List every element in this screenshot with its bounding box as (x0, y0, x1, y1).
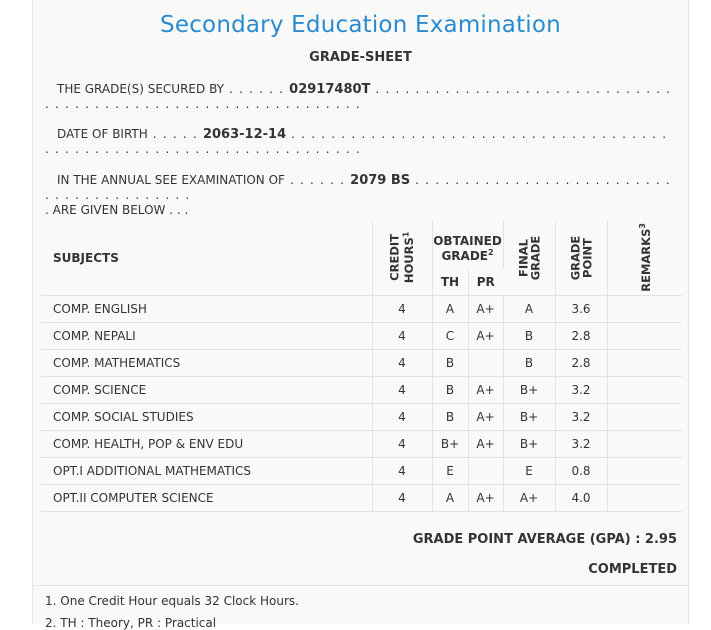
remarks-cell (607, 430, 682, 457)
final-grade-cell: A (503, 295, 555, 322)
exam-label: IN THE ANNUAL SEE EXAMINATION OF (57, 173, 285, 187)
subject-cell: COMP. NEPALI (41, 322, 372, 349)
grade-point-cell: 2.8 (555, 349, 607, 376)
remarks-cell (607, 349, 682, 376)
final-grade-cell: B+ (503, 376, 555, 403)
dob-line: DATE OF BIRTH . . . . . 2063-12-14 . . . . . . . . . . . . . . . . . . . . . . . . . . . . . . . . . . . . . . . . . . . . . . . . . . . . . . . . . . . . . . . . . . . . . . (45, 127, 668, 156)
grade-point-cell: 2.8 (555, 322, 607, 349)
pr-header: PR (468, 269, 503, 295)
footnote-1: 1. One Credit Hour equals 32 Clock Hours. (45, 594, 299, 608)
dob-value: 2063-12-14 (202, 127, 287, 142)
final-grade-cell: B+ (503, 403, 555, 430)
credit-hours-cell: 4 (372, 349, 432, 376)
theory-grade-cell: A (432, 484, 468, 511)
remarks-cell (607, 457, 682, 484)
practical-grade-cell (468, 349, 503, 376)
footnote-2: 2. TH : Theory, PR : Practical (45, 616, 217, 630)
credit-hours-cell: 4 (372, 457, 432, 484)
final-grade-header: FINAL GRADE (503, 221, 555, 295)
theory-grade-cell: C (432, 322, 468, 349)
credit-hours-cell: 4 (372, 430, 432, 457)
credit-hours-cell: 4 (372, 376, 432, 403)
grade-point-cell: 3.2 (555, 430, 607, 457)
theory-grade-cell: E (432, 457, 468, 484)
subject-cell: COMP. SOCIAL STUDIES (41, 403, 372, 430)
th-header: TH (432, 269, 468, 295)
grade-point-cell: 4.0 (555, 484, 607, 511)
remarks-cell (607, 403, 682, 430)
credit-hours-cell: 4 (372, 322, 432, 349)
practical-grade-cell: A+ (468, 376, 503, 403)
gpa-summary: GRADE POINT AVERAGE (GPA) : 2.95 (412, 532, 677, 547)
credit-hours-cell: 4 (372, 295, 432, 322)
practical-grade-cell: A+ (468, 430, 503, 457)
subject-cell: COMP. MATHEMATICS (41, 349, 372, 376)
table-row (41, 349, 682, 376)
symbol-number: 02917480T (289, 82, 371, 97)
table-row (41, 457, 682, 484)
status-text: COMPLETED (588, 562, 677, 577)
theory-grade-cell: B+ (432, 430, 468, 457)
notes-divider (33, 585, 688, 586)
obtained-grade-header: OBTAINED GRADE$^2$ (432, 221, 503, 269)
grade-point-cell: 3.2 (555, 376, 607, 403)
subjects-header: SUBJECTS (41, 221, 372, 295)
grade-point-cell: 3.6 (555, 295, 607, 322)
grade-point-cell: 0.8 (555, 457, 607, 484)
subject-cell: COMP. SCIENCE (41, 376, 372, 403)
table-row (41, 403, 682, 430)
subject-cell: COMP. ENGLISH (41, 295, 372, 322)
theory-grade-cell: B (432, 349, 468, 376)
sheet-subtitle: GRADE-SHEET (309, 50, 412, 65)
exam-year: 2079 BS (350, 173, 411, 188)
subject-cell: OPT.I ADDITIONAL MATHEMATICS (41, 457, 372, 484)
remarks-header: REMARKS$^3$ (607, 221, 682, 295)
final-grade-cell: B (503, 322, 555, 349)
practical-grade-cell (468, 457, 503, 484)
exam-line: IN THE ANNUAL SEE EXAMINATION OF . . . . . . 2079 BS . . . . . . . . . . . . . . . . . . . . . . . . . . . . . . . . . . . . . . . . . . ARE GIVEN BELOW . . . (45, 173, 671, 217)
credit-hours-header: CREDIT HOURS$^1$ (372, 221, 432, 295)
dob-label: DATE OF BIRTH (57, 127, 148, 141)
remarks-cell (607, 295, 682, 322)
credit-hours-cell: 4 (372, 484, 432, 511)
table-row (41, 376, 682, 403)
practical-grade-cell: A+ (468, 295, 503, 322)
grades-secured-label: THE GRADE(S) SECURED BY (57, 82, 224, 96)
practical-grade-cell: A+ (468, 484, 503, 511)
credit-hours-cell: 4 (372, 403, 432, 430)
exam-suffix: . ARE GIVEN BELOW . . . (45, 203, 189, 217)
final-grade-cell: B (503, 349, 555, 376)
final-grade-cell: E (503, 457, 555, 484)
grade-point-header: GRADE POINT (555, 221, 607, 295)
table-row (41, 322, 682, 349)
theory-grade-cell: B (432, 376, 468, 403)
final-grade-cell: A+ (503, 484, 555, 511)
table-row (41, 484, 682, 511)
remarks-cell (607, 484, 682, 511)
practical-grade-cell: A+ (468, 322, 503, 349)
subject-cell: COMP. HEALTH, POP & ENV EDU (41, 430, 372, 457)
table-row (41, 430, 682, 457)
remarks-cell (607, 376, 682, 403)
table-row (41, 295, 682, 322)
theory-grade-cell: B (432, 403, 468, 430)
remarks-cell (607, 322, 682, 349)
grades-secured-line: THE GRADE(S) SECURED BY . . . . . . 02917480T . . . . . . . . . . . . . . . . . . . . . . . . . . . . . . . . . . . . . . . . . . . . . . . . . . . . . . . . . . . . . . (45, 82, 672, 111)
final-grade-cell: B+ (503, 430, 555, 457)
subject-cell: OPT.II COMPUTER SCIENCE (41, 484, 372, 511)
exam-title: Secondary Education Examination (160, 12, 561, 38)
practical-grade-cell: A+ (468, 403, 503, 430)
theory-grade-cell: A (432, 295, 468, 322)
grade-sheet (32, 0, 689, 630)
grade-point-cell: 3.2 (555, 403, 607, 430)
grades-table (41, 221, 682, 512)
